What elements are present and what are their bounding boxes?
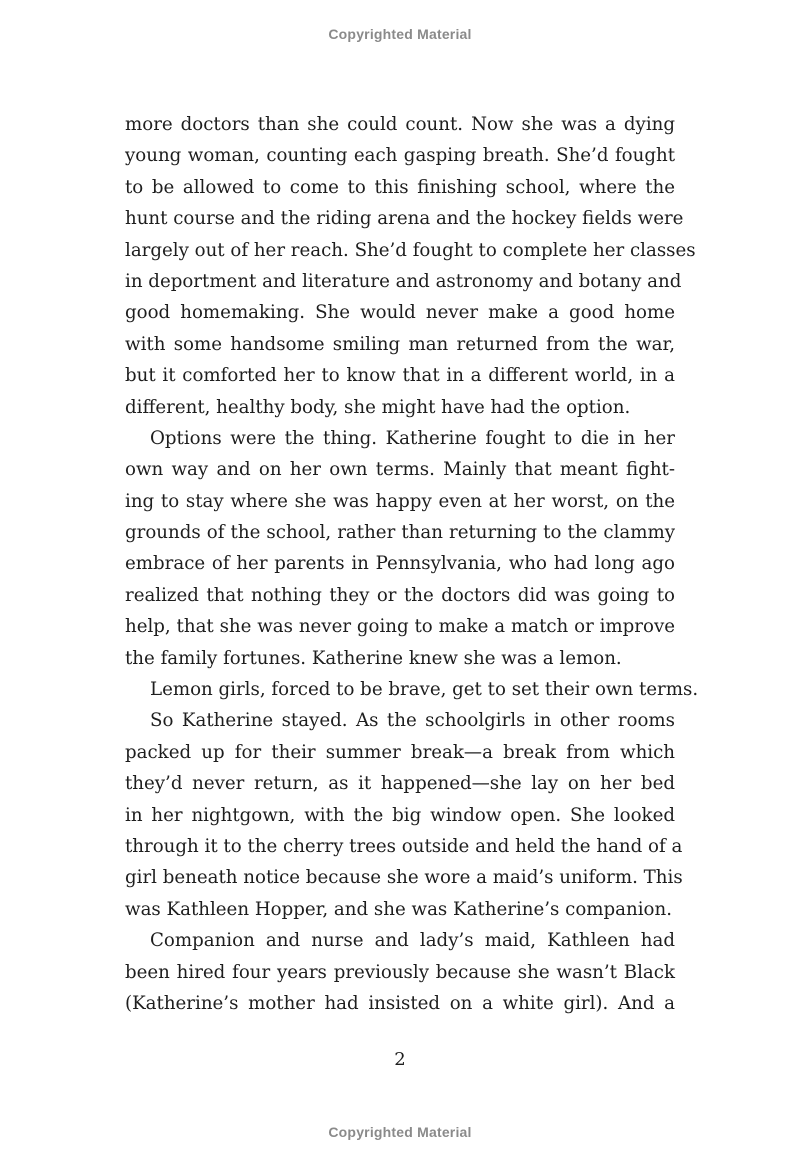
text-line: in deportment and literature and astronomy and botany and: [125, 270, 682, 292]
text-line: was Kathleen Hopper, and she was Katherine’s companion.: [125, 898, 672, 920]
text-line: with some handsome smiling man returned from the war,: [125, 333, 675, 355]
text-line: to be allowed to come to this finishing school, where the: [125, 176, 675, 198]
text-line: realized that nothing they or the doctors did was going to: [125, 584, 675, 606]
text-line: packed up for their summer break—a break from which: [125, 741, 675, 763]
text-line: own way and on her own terms. Mainly that meant fight-: [125, 459, 675, 481]
text-line: largely out of her reach. She’d fought to complete her classes: [125, 239, 696, 261]
text-line: So Katherine stayed. As the schoolgirls in other rooms: [150, 710, 675, 732]
text-line: been hired four years previously because she wasn’t Black: [125, 961, 675, 983]
text-line: Options were the thing. Katherine fought to die in her: [150, 427, 675, 449]
text-line: more doctors than she could count. Now she was a dying: [125, 114, 675, 135]
paragraph: [125, 674, 699, 705]
copyright-watermark-top: Copyrighted Material: [328, 26, 472, 42]
paragraph: [125, 925, 675, 1019]
paragraph: [125, 705, 683, 925]
text-line: (Katherine’s mother had insisted on a white girl). And a: [125, 992, 675, 1014]
page-number: 2: [394, 1049, 406, 1070]
text-line: embrace of her parents in Pennsylvania, who had long ago: [125, 553, 675, 575]
text-line: Lemon girls, forced to be brave, get to set their own terms.: [150, 679, 699, 701]
text-line: they’d never return, as it happened—she lay on her bed: [125, 773, 675, 795]
text-line: in her nightgown, with the big window open. She looked: [125, 804, 675, 826]
text-line: young woman, counting each gasping breath. She’d fought: [125, 145, 675, 167]
paragraph: [125, 109, 696, 423]
text-line: grounds of the school, rather than returning to the clammy: [125, 522, 675, 544]
copyright-watermark-bottom: Copyrighted Material: [328, 1124, 472, 1140]
text-line: through it to the cherry trees outside and held the hand of a: [125, 835, 683, 857]
text-line: different, healthy body, she might have had the option.: [125, 396, 631, 418]
text-line: good homemaking. She would never make a good home: [125, 302, 675, 324]
text-line: help, that she was never going to make a match or improve: [125, 616, 675, 638]
paragraph: [125, 423, 675, 674]
text-line: hunt course and the riding arena and the hockey fields were: [125, 208, 684, 230]
text-line: girl beneath notice because she wore a maid’s uniform. This: [125, 867, 683, 889]
text-line: the family fortunes. Katherine knew she was a lemon.: [125, 647, 622, 669]
text-line: ing to stay where she was happy even at her worst, on the: [125, 490, 675, 512]
text-line: Companion and nurse and lady’s maid, Kathleen had: [150, 930, 675, 952]
page-body: [125, 109, 699, 1019]
text-line: but it comforted her to know that in a different world, in a: [125, 365, 675, 387]
